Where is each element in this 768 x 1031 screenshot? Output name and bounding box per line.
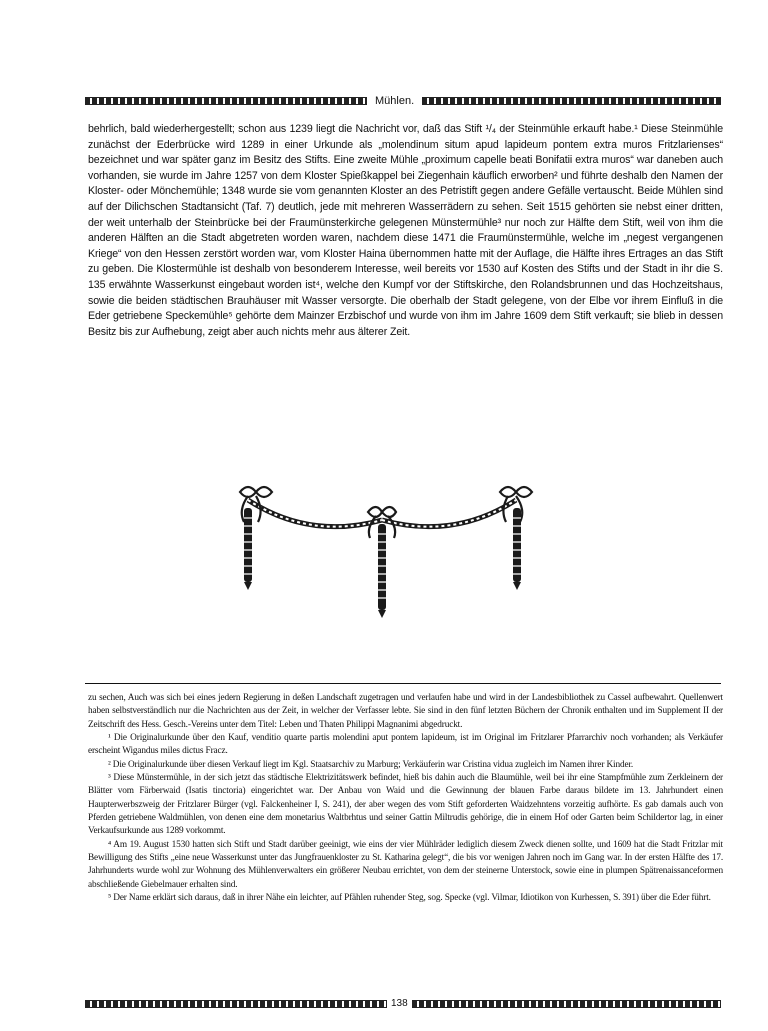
footer-ornament-right [412,1000,721,1008]
footnotes [88,692,723,906]
footnote-1: ¹ Die Originalurkunde über den Kauf, venditio quarte partis molendini aput pontem lapideum, ist im Original im Fritzlarer Pfarrarchiv noch vorhanden; als Verkäufer erscheint Wigandus miles dictus Fracz. [88,733,723,757]
footer-ornament-left [85,1000,387,1008]
footnote-divider [85,683,721,684]
footnote-2: ² Die Originalurkunde über diesen Verkauf liegt im Kgl. Staatsarchiv zu Marburg; Verkäuferin war Cristina vidua zugleich im Namen ihrer Kinder. [108,759,634,770]
footnote-5: ⁵ Der Name erklärt sich daraus, daß in ihrer Nähe ein leichter, auf Pfählen ruhender Steg, sog. Specke (vgl. Vilmar, Idiotikon von Kurhessen, S. 391) über die Eder führt. [108,893,711,904]
main-text [88,122,723,340]
main-paragraph: behrlich, bald wiederhergestellt; schon aus 1239 liegt die Nachricht vor, daß das Stift ¹/₄ der Steinmühle erkauft habe.¹ Diese Steinmühle zunächst der Ederbrücke wird 1289 in einer Urkunde als „molendinum situm apud lapideum pontem extra muros Fritzlarienses“ bezeichnet und war später ganz im Besitz des Stifts. Eine zweite Mühle „proximum capelle beati Bonifatii extra muros“ war daneben auch vorhanden, sie wurde im Jahre 1257 von dem Kloster Spießkappel bei Ziegenhain käuflich erworben² und führte deshalb den Namen der Kloster- oder Mönchemühle; 1348 wurde sie vom genannten Kloster an des Petristift gegen andere Gefälle vertauscht. Beide Mühlen sind auf der Dilichschen Stadtansicht (Taf. 7) deutlich, jede mit mehreren Wasserrädern zu sehen. Seit 1515 gehörten sie nebst einer dritten, der weit unterhalb der Steinbrücke bei der Fraumünsterkirche gelegenen Münstermühle³ nur noch zur Hälfte dem Stift, weil von ihm die anderen Hälften an die Stadt abgetreten worden waren, nachdem diese 1471 die Fraumünstermühle, welche im „negest vergangenen Kriege“ von den Hessen zerstört worden war, vom Kloster Haina übernommen hatte mit der Auflage, die Hälfte ihres Ertrages an das Stift zu geben. Die Klostermühle ist deshalb von besonderem Interesse, weil bereits vor 1530 auf Kosten des Stifts und der Stadt in ihr die S. 135 erwähnte Wasserkunst eingebaut worden ist⁴, welche den Kumpf vor der Stiftskirche, den Rolandsbrunnen und das Hochzeitshaus, sowie die beiden städtischen Brauhäuser mit Wasser versorgte. Die oberhalb der Stadt gelegene, von der Elbe vor ihrem Einfluß in die Eder getriebene Speckemühle⁵ gehörte dem Mainzer Erzbischof und wurde von ihm im Jahre 1609 dem Stift verkauft; sie blieb in dessen Besitz bis zur Aufhebung, zeigt aber auch nichts mehr aus älterer Zeit. [88,123,723,338]
footnote-3: ³ Diese Münstermühle, in der sich jetzt das städtische Elektrizitätswerk befindet, hieß bis dahin auch die Blaumühle, weil bei ihr eine Stampfmühle zum Zerkleinern der Blätter vom Färberwaid (Isatis tinctoria) eingerichtet war. Der Anbau von Waid und die Gewinnung der blauen Farbe daraus bildete im 13. Jahrhundert einen Haupterwerbszweig der Fritzlarer Bürger (vgl. Falckenheiner I, S. 241), der aber wegen des vom Stift geforderten Waidzehntens vorzeitig aufhörte. Es gab damals auch von Pferden getriebene Waldmühlen, von denen eine dem monetarius Waltbrhtus und seiner Gattin Miltrudis gehörige, die in einem Hof oder Garten beim Schildertor lag, in einer Verkaufsurkunde aus 1289 vorkommt. [88,773,723,837]
running-header [85,94,721,108]
garland-ornament-icon [230,478,535,628]
header-ornament-right [422,97,721,105]
running-footer [85,997,721,1011]
running-title: Mühlen. [375,95,415,107]
page-number: 138 [391,998,408,1009]
header-ornament-left [85,97,367,105]
footnote-4: ⁴ Am 19. August 1530 hatten sich Stift und Stadt darüber geeinigt, wie eins der vier Mühlräder lediglich diesem Zweck dienen sollte, und 1609 hat die Stadt Fritzlar mit Bewilligung des Stifts „eine neue Wasserkunst unter das Jungfrauenkloster zu St. Katharina gelegt“, die bis vor wenigen Jahren noch im Gang war. In der ersten Hälfte des 17. Jahrhunderts wurde wohl zur Wohnung des Mühlenverwalters ein größerer Neubau errichtet, von dem der steinerne Unterstock, sowie eine in plumpen Spätrenaissanceformen abschließende Giebelmauer erhalten sind. [88,839,723,890]
footnote-continuation: zu sechen, Auch was sich bei eines jedern Regierung in deßen Landschaft zugetragen und verlaufen habe und wird in der Landesbibliothek zu Cassel aufbewahrt. Quellenwert haben selbstverständlich nur die Nachrichten aus der Zeit, in welcher der Verfasser lebte. Sie sind in den fünf letzten Büchern der Chronik enthalten und im Supplement II der Zeitschrift des Hess. Gesch.-Vereins unter dem Titel: Leben und Thaten Philippi Magnanimi abgedruckt. [88,693,723,730]
